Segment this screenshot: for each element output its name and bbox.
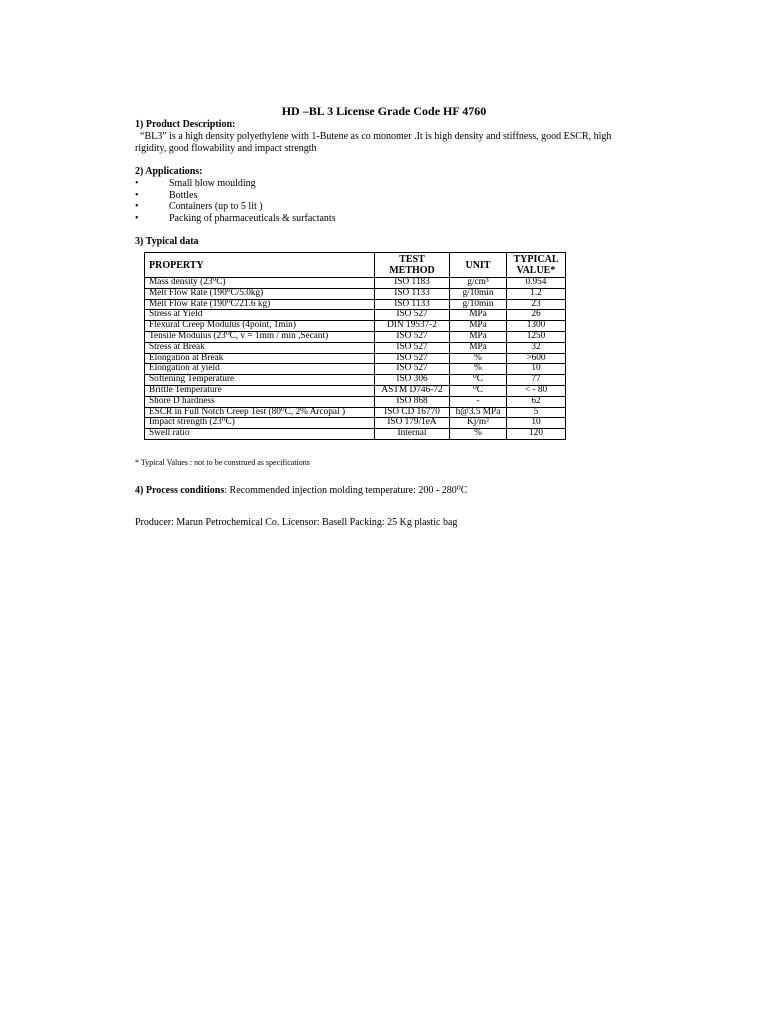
producer-line: Producer: Marun Petrochemical Co. Licensor: Basell Packing: 25 Kg plastic bag xyxy=(135,517,458,528)
unit-cell: MPa xyxy=(450,331,507,342)
table-row xyxy=(145,429,566,440)
unit-cell: MPa xyxy=(450,310,507,321)
list-item xyxy=(135,178,336,190)
property-cell: Stress at Break xyxy=(145,342,375,353)
method-cell: ISO 1133 xyxy=(375,299,450,310)
property-cell: Elongation at yield xyxy=(145,364,375,375)
property-cell: Melt Flow Rate (190⁰C/5.0kg) xyxy=(145,288,375,299)
unit-cell: MPa xyxy=(450,321,507,332)
value-cell: >600 xyxy=(507,353,566,364)
value-cell: 5 xyxy=(507,407,566,418)
value-cell: 10 xyxy=(507,418,566,429)
property-cell: Elongation at Break xyxy=(145,353,375,364)
list-item-text: Small blow moulding xyxy=(169,178,256,189)
method-cell: ISO 179/1eA xyxy=(375,418,450,429)
property-cell: Flexural Creep Modulus (4point, 1min) xyxy=(145,321,375,332)
value-cell: 62 xyxy=(507,396,566,407)
applications-heading: 2) Applications: xyxy=(135,166,203,177)
document-title: HD –BL 3 License Grade Code HF 4760 xyxy=(281,104,487,118)
unit-cell: % xyxy=(450,364,507,375)
method-cell: ISO CD 16770 xyxy=(375,407,450,418)
table-row xyxy=(145,385,566,396)
header-property: PROPERTY xyxy=(145,253,375,278)
list-item xyxy=(135,213,336,225)
footnote: * Typical Values : not to be construed as specifications xyxy=(135,458,310,467)
header-unit: UNIT xyxy=(450,253,507,278)
unit-cell: ⁰C xyxy=(450,385,507,396)
process-conditions-heading: 4) Process conditions xyxy=(135,485,225,496)
value-cell: 32 xyxy=(507,342,566,353)
table-row xyxy=(145,299,566,310)
unit-cell: h@3.5 MPa xyxy=(450,407,507,418)
method-cell: ISO 1183 xyxy=(375,278,450,289)
property-cell: Swell ratio xyxy=(145,429,375,440)
unit-cell: g/10min xyxy=(450,288,507,299)
value-cell: 23 xyxy=(507,299,566,310)
unit-cell: g/cm³ xyxy=(450,278,507,289)
typical-data-table xyxy=(144,252,566,440)
bullet-icon: • xyxy=(135,178,139,189)
property-cell: Melt Flow Rate (190⁰C/21.6 kg) xyxy=(145,299,375,310)
bullet-icon: • xyxy=(135,201,139,212)
table-row xyxy=(145,375,566,386)
value-cell: 0.954 xyxy=(507,278,566,289)
method-cell: Internal xyxy=(375,429,450,440)
value-cell: 120 xyxy=(507,429,566,440)
list-item-text: Containers (up to 5 lit ) xyxy=(169,201,263,212)
method-cell: ISO 868 xyxy=(375,396,450,407)
method-cell: ISO 306 xyxy=(375,375,450,386)
process-conditions xyxy=(135,485,467,496)
table-row xyxy=(145,331,566,342)
table-row xyxy=(145,321,566,332)
property-cell: Brittle Temperature xyxy=(145,385,375,396)
product-description-heading: 1) Product Description: xyxy=(135,119,236,130)
unit-cell: ⁰C xyxy=(450,375,507,386)
value-cell: < - 80 xyxy=(507,385,566,396)
method-cell: ISO 527 xyxy=(375,364,450,375)
table-row xyxy=(145,396,566,407)
property-cell: Softening Temperature xyxy=(145,375,375,386)
value-cell: 26 xyxy=(507,310,566,321)
product-description-text: “BL3” is a high density polyethylene with 1-Butene as co monomer .It is high density and stiffness, good ESCR, high rigidity, good flowability and impact strength xyxy=(135,131,612,154)
property-cell: Tensile Modulus (23⁰C, v = 1mm / min ,Secant) xyxy=(145,331,375,342)
value-cell: 1250 xyxy=(507,331,566,342)
unit-cell: MPa xyxy=(450,342,507,353)
method-cell: ISO 527 xyxy=(375,342,450,353)
list-item xyxy=(135,190,336,202)
table-header-row xyxy=(145,253,566,278)
unit-cell: Kj/m² xyxy=(450,418,507,429)
list-item-text: Bottles xyxy=(169,189,198,201)
unit-cell: % xyxy=(450,429,507,440)
property-cell: Stress at Yield xyxy=(145,310,375,321)
table-row xyxy=(145,288,566,299)
value-cell: 10 xyxy=(507,364,566,375)
process-conditions-text: : Recommended injection molding temperature: 200 - 280⁰C xyxy=(224,485,468,496)
table-row xyxy=(145,418,566,429)
list-item xyxy=(135,201,336,213)
method-cell: ISO 1133 xyxy=(375,288,450,299)
bullet-icon: • xyxy=(135,189,139,201)
unit-cell: - xyxy=(450,396,507,407)
property-cell: Mass density (23⁰C) xyxy=(145,278,375,289)
bullet-icon: • xyxy=(135,212,139,224)
property-cell: ESCR in Full Notch Creep Test (80⁰C, 2% Arcopal ) xyxy=(145,407,375,418)
property-cell: Impact strength (23⁰C) xyxy=(145,418,375,429)
method-cell: ISO 527 xyxy=(375,310,450,321)
table-row xyxy=(145,353,566,364)
typical-data-heading: 3) Typical data xyxy=(135,236,199,247)
unit-cell: g/10min xyxy=(450,299,507,310)
applications-list xyxy=(135,178,336,224)
method-cell: DIN 19537-2 xyxy=(375,321,450,332)
list-item-text: Packing of pharmaceuticals & surfactants xyxy=(169,212,336,224)
value-cell: 1.2 xyxy=(507,288,566,299)
unit-cell: % xyxy=(450,353,507,364)
method-cell: ASTM D746-72 xyxy=(375,385,450,396)
property-cell: Shore D hardness xyxy=(145,396,375,407)
header-typical-value: TYPICAL VALUE* xyxy=(507,253,566,278)
method-cell: ISO 527 xyxy=(375,353,450,364)
value-cell: 77 xyxy=(507,375,566,386)
value-cell: 1300 xyxy=(507,321,566,332)
table-row xyxy=(145,342,566,353)
table-row xyxy=(145,278,566,289)
header-test-method: TEST METHOD xyxy=(375,253,450,278)
method-cell: ISO 527 xyxy=(375,331,450,342)
